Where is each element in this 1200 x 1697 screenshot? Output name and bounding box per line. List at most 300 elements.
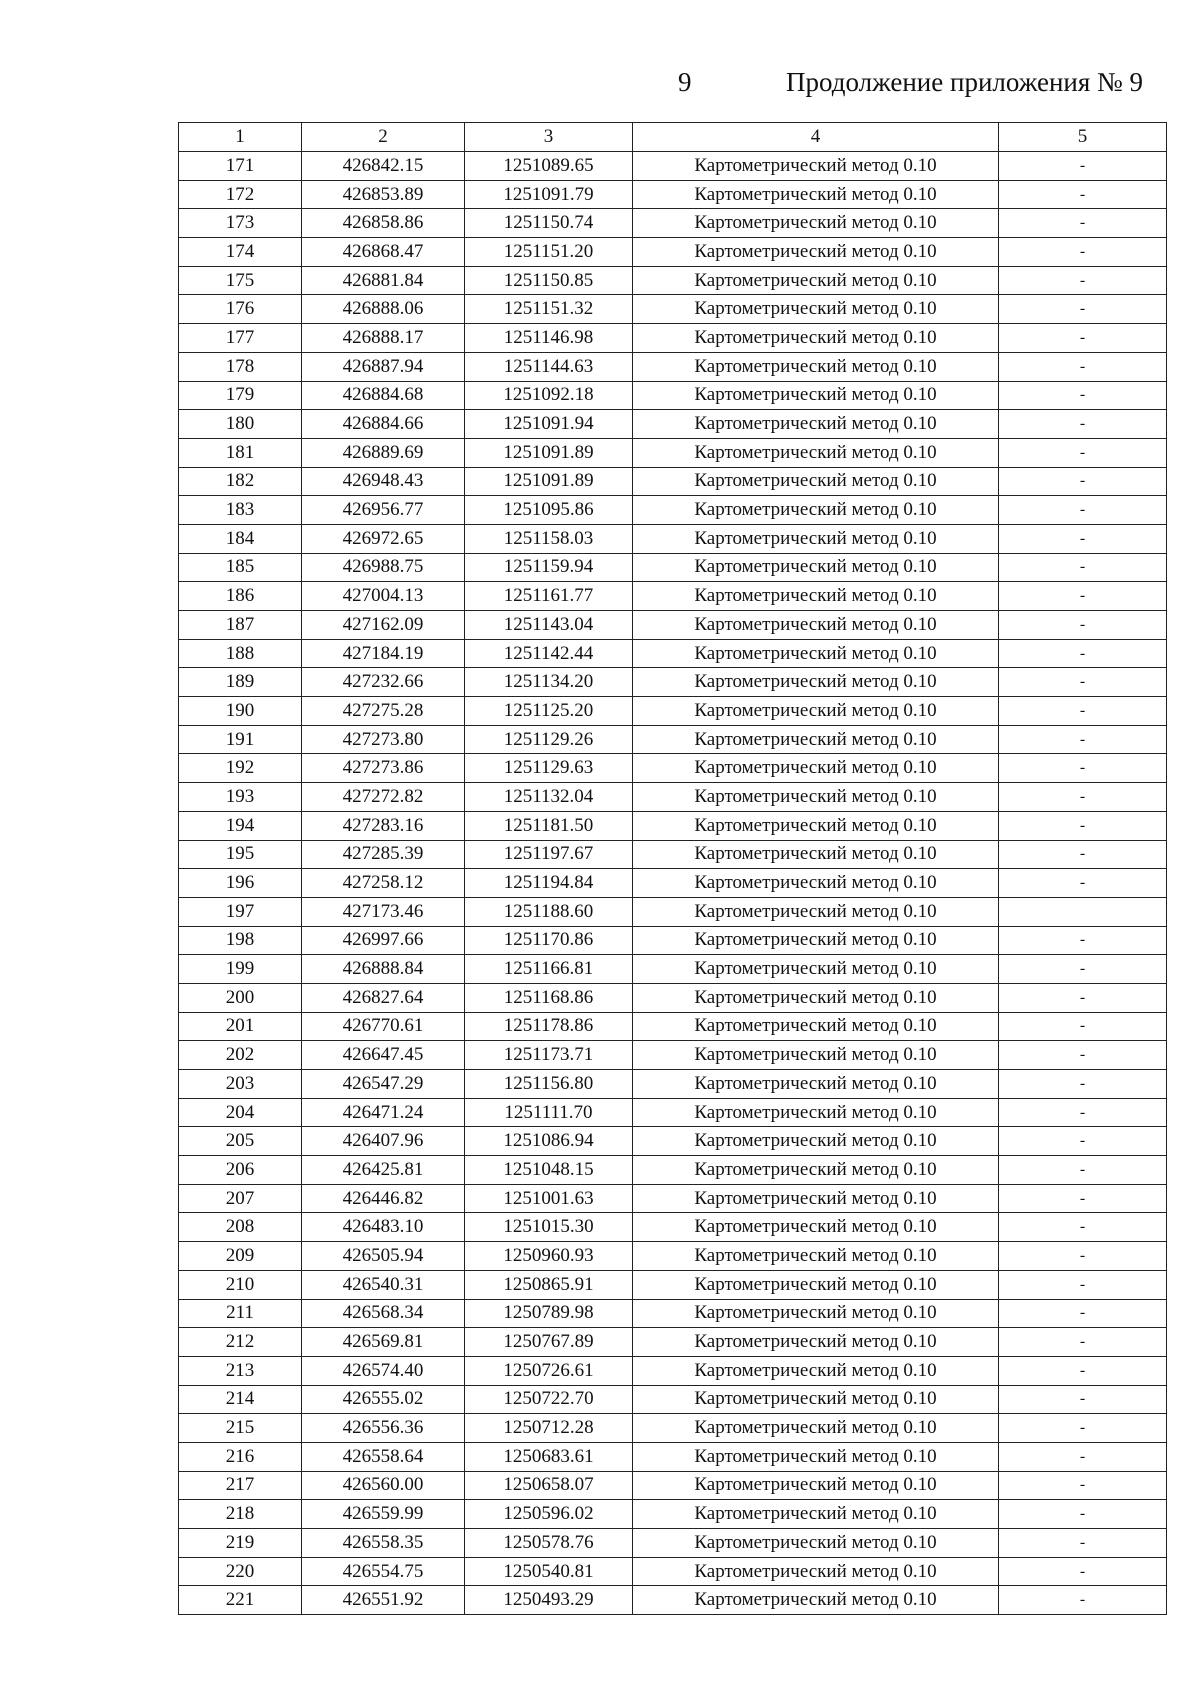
- y-coordinate-cell: 1250493.29: [465, 1586, 633, 1615]
- y-coordinate-cell: 1250712.28: [465, 1414, 633, 1443]
- point-number-cell: 213: [179, 1356, 302, 1385]
- method-cell: Картометрический метод 0.10: [633, 1213, 999, 1242]
- note-cell: -: [999, 1213, 1167, 1242]
- table-row: [179, 496, 1167, 525]
- x-coordinate-cell: 426888.17: [302, 324, 465, 353]
- note-cell: -: [999, 295, 1167, 324]
- note-cell: -: [999, 1184, 1167, 1213]
- table-row: [179, 324, 1167, 353]
- y-coordinate-cell: 1250540.81: [465, 1557, 633, 1586]
- y-coordinate-cell: 1251170.86: [465, 926, 633, 955]
- table-row: [179, 238, 1167, 267]
- note-cell: [999, 897, 1167, 926]
- x-coordinate-cell: 426574.40: [302, 1356, 465, 1385]
- point-number-cell: 174: [179, 238, 302, 267]
- point-number-cell: 191: [179, 725, 302, 754]
- method-cell: Картометрический метод 0.10: [633, 1270, 999, 1299]
- method-cell: Картометрический метод 0.10: [633, 697, 999, 726]
- note-cell: -: [999, 180, 1167, 209]
- x-coordinate-cell: 426647.45: [302, 1041, 465, 1070]
- table-row: [179, 1127, 1167, 1156]
- table-row: [179, 1213, 1167, 1242]
- table-row: [179, 553, 1167, 582]
- note-cell: -: [999, 869, 1167, 898]
- point-number-cell: 203: [179, 1070, 302, 1099]
- y-coordinate-cell: 1251150.74: [465, 209, 633, 238]
- y-coordinate-cell: 1251151.32: [465, 295, 633, 324]
- y-coordinate-cell: 1251178.86: [465, 1012, 633, 1041]
- method-cell: Картометрический метод 0.10: [633, 1156, 999, 1185]
- note-cell: -: [999, 783, 1167, 812]
- note-cell: -: [999, 266, 1167, 295]
- x-coordinate-cell: 427275.28: [302, 697, 465, 726]
- x-coordinate-cell: 426540.31: [302, 1270, 465, 1299]
- y-coordinate-cell: 1251048.15: [465, 1156, 633, 1185]
- note-cell: -: [999, 1012, 1167, 1041]
- point-number-cell: 181: [179, 438, 302, 467]
- method-cell: Картометрический метод 0.10: [633, 926, 999, 955]
- method-cell: Картометрический метод 0.10: [633, 840, 999, 869]
- point-number-cell: 187: [179, 611, 302, 640]
- x-coordinate-cell: 426881.84: [302, 266, 465, 295]
- x-coordinate-cell: 426569.81: [302, 1328, 465, 1357]
- y-coordinate-cell: 1251001.63: [465, 1184, 633, 1213]
- note-cell: -: [999, 955, 1167, 984]
- x-coordinate-cell: 426948.43: [302, 467, 465, 496]
- table-row: [179, 582, 1167, 611]
- y-coordinate-cell: 1251158.03: [465, 524, 633, 553]
- note-cell: -: [999, 467, 1167, 496]
- point-number-cell: 221: [179, 1586, 302, 1615]
- y-coordinate-cell: 1250596.02: [465, 1500, 633, 1529]
- point-number-cell: 208: [179, 1213, 302, 1242]
- x-coordinate-cell: 426827.64: [302, 983, 465, 1012]
- point-number-cell: 172: [179, 180, 302, 209]
- point-number-cell: 210: [179, 1270, 302, 1299]
- note-cell: -: [999, 152, 1167, 181]
- method-cell: Картометрический метод 0.10: [633, 1500, 999, 1529]
- x-coordinate-cell: 427273.80: [302, 725, 465, 754]
- table-row: [179, 1184, 1167, 1213]
- method-cell: Картометрический метод 0.10: [633, 152, 999, 181]
- table-row: [179, 524, 1167, 553]
- point-number-cell: 182: [179, 467, 302, 496]
- table-row: [179, 381, 1167, 410]
- table-row: [179, 180, 1167, 209]
- column-header-2: 2: [302, 123, 465, 152]
- point-number-cell: 180: [179, 410, 302, 439]
- x-coordinate-cell: 426988.75: [302, 553, 465, 582]
- point-number-cell: 220: [179, 1557, 302, 1586]
- table-row: [179, 410, 1167, 439]
- method-cell: Картометрический метод 0.10: [633, 496, 999, 525]
- x-coordinate-cell: 426551.92: [302, 1586, 465, 1615]
- method-cell: Картометрический метод 0.10: [633, 783, 999, 812]
- column-header-3: 3: [465, 123, 633, 152]
- y-coordinate-cell: 1251188.60: [465, 897, 633, 926]
- point-number-cell: 199: [179, 955, 302, 984]
- y-coordinate-cell: 1251091.89: [465, 467, 633, 496]
- y-coordinate-cell: 1250726.61: [465, 1356, 633, 1385]
- method-cell: Картометрический метод 0.10: [633, 1184, 999, 1213]
- x-coordinate-cell: 427004.13: [302, 582, 465, 611]
- x-coordinate-cell: 426555.02: [302, 1385, 465, 1414]
- y-coordinate-cell: 1251111.70: [465, 1098, 633, 1127]
- table-body: [179, 152, 1167, 1615]
- note-cell: -: [999, 438, 1167, 467]
- table-row: [179, 754, 1167, 783]
- y-coordinate-cell: 1251091.89: [465, 438, 633, 467]
- table-row: [179, 611, 1167, 640]
- table-row: [179, 983, 1167, 1012]
- method-cell: Картометрический метод 0.10: [633, 1442, 999, 1471]
- point-number-cell: 202: [179, 1041, 302, 1070]
- x-coordinate-cell: 427273.86: [302, 754, 465, 783]
- y-coordinate-cell: 1251089.65: [465, 152, 633, 181]
- point-number-cell: 201: [179, 1012, 302, 1041]
- appendix-caption: Продолжение приложения № 9: [786, 67, 1144, 97]
- note-cell: -: [999, 811, 1167, 840]
- y-coordinate-cell: 1251129.26: [465, 725, 633, 754]
- table-row: [179, 438, 1167, 467]
- note-cell: -: [999, 381, 1167, 410]
- x-coordinate-cell: 426547.29: [302, 1070, 465, 1099]
- table-row: [179, 1500, 1167, 1529]
- point-number-cell: 200: [179, 983, 302, 1012]
- point-number-cell: 192: [179, 754, 302, 783]
- note-cell: -: [999, 1242, 1167, 1271]
- y-coordinate-cell: 1251129.63: [465, 754, 633, 783]
- method-cell: Картометрический метод 0.10: [633, 1041, 999, 1070]
- note-cell: -: [999, 582, 1167, 611]
- table-row: [179, 209, 1167, 238]
- method-cell: Картометрический метод 0.10: [633, 266, 999, 295]
- y-coordinate-cell: 1251197.67: [465, 840, 633, 869]
- y-coordinate-cell: 1250578.76: [465, 1529, 633, 1558]
- y-coordinate-cell: 1251091.94: [465, 410, 633, 439]
- method-cell: Картометрический метод 0.10: [633, 869, 999, 898]
- x-coordinate-cell: 426425.81: [302, 1156, 465, 1185]
- x-coordinate-cell: 427162.09: [302, 611, 465, 640]
- y-coordinate-cell: 1251092.18: [465, 381, 633, 410]
- note-cell: -: [999, 1529, 1167, 1558]
- point-number-cell: 189: [179, 668, 302, 697]
- table-row: [179, 1356, 1167, 1385]
- note-cell: -: [999, 840, 1167, 869]
- x-coordinate-cell: 426770.61: [302, 1012, 465, 1041]
- point-number-cell: 214: [179, 1385, 302, 1414]
- method-cell: Картометрический метод 0.10: [633, 1127, 999, 1156]
- note-cell: -: [999, 553, 1167, 582]
- point-number-cell: 212: [179, 1328, 302, 1357]
- note-cell: -: [999, 1414, 1167, 1443]
- x-coordinate-cell: 427173.46: [302, 897, 465, 926]
- x-coordinate-cell: 427285.39: [302, 840, 465, 869]
- x-coordinate-cell: 426407.96: [302, 1127, 465, 1156]
- method-cell: Картометрический метод 0.10: [633, 811, 999, 840]
- method-cell: Картометрический метод 0.10: [633, 1385, 999, 1414]
- y-coordinate-cell: 1251159.94: [465, 553, 633, 582]
- x-coordinate-cell: 426560.00: [302, 1471, 465, 1500]
- table-row: [179, 955, 1167, 984]
- table-row: [179, 1586, 1167, 1615]
- y-coordinate-cell: 1251166.81: [465, 955, 633, 984]
- note-cell: -: [999, 1557, 1167, 1586]
- table-row: [179, 1270, 1167, 1299]
- point-number-cell: 175: [179, 266, 302, 295]
- y-coordinate-cell: 1250722.70: [465, 1385, 633, 1414]
- method-cell: Картометрический метод 0.10: [633, 238, 999, 267]
- method-cell: Картометрический метод 0.10: [633, 611, 999, 640]
- x-coordinate-cell: 426842.15: [302, 152, 465, 181]
- y-coordinate-cell: 1251168.86: [465, 983, 633, 1012]
- point-number-cell: 216: [179, 1442, 302, 1471]
- table-row: [179, 1471, 1167, 1500]
- note-cell: -: [999, 697, 1167, 726]
- x-coordinate-cell: 426505.94: [302, 1242, 465, 1271]
- point-number-cell: 215: [179, 1414, 302, 1443]
- table-row: [179, 1299, 1167, 1328]
- x-coordinate-cell: 426471.24: [302, 1098, 465, 1127]
- x-coordinate-cell: 426568.34: [302, 1299, 465, 1328]
- method-cell: Картометрический метод 0.10: [633, 180, 999, 209]
- method-cell: Картометрический метод 0.10: [633, 725, 999, 754]
- point-number-cell: 183: [179, 496, 302, 525]
- y-coordinate-cell: 1251144.63: [465, 352, 633, 381]
- table-header-row: [179, 123, 1167, 152]
- point-number-cell: 204: [179, 1098, 302, 1127]
- column-header-4: 4: [633, 123, 999, 152]
- x-coordinate-cell: 426853.89: [302, 180, 465, 209]
- method-cell: Картометрический метод 0.10: [633, 209, 999, 238]
- method-cell: Картометрический метод 0.10: [633, 467, 999, 496]
- method-cell: Картометрический метод 0.10: [633, 381, 999, 410]
- coordinates-table: [178, 122, 1167, 1615]
- y-coordinate-cell: 1251125.20: [465, 697, 633, 726]
- method-cell: Картометрический метод 0.10: [633, 582, 999, 611]
- x-coordinate-cell: 426887.94: [302, 352, 465, 381]
- y-coordinate-cell: 1250960.93: [465, 1242, 633, 1271]
- y-coordinate-cell: 1251091.79: [465, 180, 633, 209]
- x-coordinate-cell: 426884.68: [302, 381, 465, 410]
- note-cell: -: [999, 754, 1167, 783]
- note-cell: -: [999, 1328, 1167, 1357]
- x-coordinate-cell: 426888.06: [302, 295, 465, 324]
- table-row: [179, 1041, 1167, 1070]
- y-coordinate-cell: 1251134.20: [465, 668, 633, 697]
- method-cell: Картометрический метод 0.10: [633, 955, 999, 984]
- point-number-cell: 186: [179, 582, 302, 611]
- y-coordinate-cell: 1251086.94: [465, 1127, 633, 1156]
- y-coordinate-cell: 1251146.98: [465, 324, 633, 353]
- note-cell: -: [999, 668, 1167, 697]
- method-cell: Картометрический метод 0.10: [633, 754, 999, 783]
- y-coordinate-cell: 1251143.04: [465, 611, 633, 640]
- table-row: [179, 1012, 1167, 1041]
- method-cell: Картометрический метод 0.10: [633, 983, 999, 1012]
- point-number-cell: 195: [179, 840, 302, 869]
- method-cell: Картометрический метод 0.10: [633, 352, 999, 381]
- method-cell: Картометрический метод 0.10: [633, 324, 999, 353]
- x-coordinate-cell: 427258.12: [302, 869, 465, 898]
- point-number-cell: 171: [179, 152, 302, 181]
- point-number-cell: 205: [179, 1127, 302, 1156]
- table-row: [179, 295, 1167, 324]
- method-cell: Картометрический метод 0.10: [633, 1356, 999, 1385]
- x-coordinate-cell: 426554.75: [302, 1557, 465, 1586]
- note-cell: -: [999, 524, 1167, 553]
- table-header: [179, 123, 1167, 152]
- note-cell: -: [999, 1586, 1167, 1615]
- note-cell: -: [999, 611, 1167, 640]
- point-number-cell: 190: [179, 697, 302, 726]
- table-row: [179, 1385, 1167, 1414]
- point-number-cell: 211: [179, 1299, 302, 1328]
- x-coordinate-cell: 426972.65: [302, 524, 465, 553]
- y-coordinate-cell: 1251181.50: [465, 811, 633, 840]
- point-number-cell: 207: [179, 1184, 302, 1213]
- table-row: [179, 697, 1167, 726]
- note-cell: -: [999, 1127, 1167, 1156]
- y-coordinate-cell: 1251194.84: [465, 869, 633, 898]
- method-cell: Картометрический метод 0.10: [633, 524, 999, 553]
- point-number-cell: 176: [179, 295, 302, 324]
- table-row: [179, 668, 1167, 697]
- y-coordinate-cell: 1251151.20: [465, 238, 633, 267]
- point-number-cell: 219: [179, 1529, 302, 1558]
- x-coordinate-cell: 426558.35: [302, 1529, 465, 1558]
- point-number-cell: 178: [179, 352, 302, 381]
- x-coordinate-cell: 426956.77: [302, 496, 465, 525]
- note-cell: -: [999, 1041, 1167, 1070]
- note-cell: -: [999, 1385, 1167, 1414]
- method-cell: Картометрический метод 0.10: [633, 1098, 999, 1127]
- y-coordinate-cell: 1250865.91: [465, 1270, 633, 1299]
- y-coordinate-cell: 1250767.89: [465, 1328, 633, 1357]
- x-coordinate-cell: 427232.66: [302, 668, 465, 697]
- note-cell: -: [999, 725, 1167, 754]
- note-cell: -: [999, 926, 1167, 955]
- method-cell: Картометрический метод 0.10: [633, 295, 999, 324]
- x-coordinate-cell: 426868.47: [302, 238, 465, 267]
- note-cell: -: [999, 410, 1167, 439]
- x-coordinate-cell: 427272.82: [302, 783, 465, 812]
- note-cell: -: [999, 1070, 1167, 1099]
- y-coordinate-cell: 1250683.61: [465, 1442, 633, 1471]
- table-row: [179, 352, 1167, 381]
- table-row: [179, 783, 1167, 812]
- table-row: [179, 639, 1167, 668]
- y-coordinate-cell: 1251132.04: [465, 783, 633, 812]
- y-coordinate-cell: 1250658.07: [465, 1471, 633, 1500]
- y-coordinate-cell: 1251015.30: [465, 1213, 633, 1242]
- table-row: [179, 1414, 1167, 1443]
- note-cell: -: [999, 209, 1167, 238]
- x-coordinate-cell: 426858.86: [302, 209, 465, 238]
- point-number-cell: 194: [179, 811, 302, 840]
- table-row: [179, 1098, 1167, 1127]
- x-coordinate-cell: 426888.84: [302, 955, 465, 984]
- method-cell: Картометрический метод 0.10: [633, 668, 999, 697]
- method-cell: Картометрический метод 0.10: [633, 897, 999, 926]
- note-cell: -: [999, 1500, 1167, 1529]
- table-row: [179, 725, 1167, 754]
- note-cell: -: [999, 1098, 1167, 1127]
- note-cell: -: [999, 1156, 1167, 1185]
- table-row: [179, 152, 1167, 181]
- note-cell: -: [999, 324, 1167, 353]
- table-row: [179, 266, 1167, 295]
- point-number-cell: 209: [179, 1242, 302, 1271]
- point-number-cell: 197: [179, 897, 302, 926]
- note-cell: -: [999, 1270, 1167, 1299]
- method-cell: Картометрический метод 0.10: [633, 1471, 999, 1500]
- column-header-5: 5: [999, 123, 1167, 152]
- page-number: 9: [678, 67, 692, 97]
- table-row: [179, 1328, 1167, 1357]
- table-row: [179, 1557, 1167, 1586]
- point-number-cell: 218: [179, 1500, 302, 1529]
- x-coordinate-cell: 426558.64: [302, 1442, 465, 1471]
- method-cell: Картометрический метод 0.10: [633, 1328, 999, 1357]
- table-row: [179, 926, 1167, 955]
- table-row: [179, 897, 1167, 926]
- point-number-cell: 198: [179, 926, 302, 955]
- point-number-cell: 217: [179, 1471, 302, 1500]
- point-number-cell: 193: [179, 783, 302, 812]
- note-cell: -: [999, 1442, 1167, 1471]
- method-cell: Картометрический метод 0.10: [633, 1586, 999, 1615]
- table-row: [179, 467, 1167, 496]
- table-row: [179, 1442, 1167, 1471]
- x-coordinate-cell: 426997.66: [302, 926, 465, 955]
- method-cell: Картометрический метод 0.10: [633, 1070, 999, 1099]
- point-number-cell: 196: [179, 869, 302, 898]
- table-row: [179, 869, 1167, 898]
- table-row: [179, 1529, 1167, 1558]
- note-cell: -: [999, 1299, 1167, 1328]
- point-number-cell: 173: [179, 209, 302, 238]
- method-cell: Картометрический метод 0.10: [633, 438, 999, 467]
- y-coordinate-cell: 1251142.44: [465, 639, 633, 668]
- note-cell: -: [999, 1471, 1167, 1500]
- y-coordinate-cell: 1251173.71: [465, 1041, 633, 1070]
- x-coordinate-cell: 426559.99: [302, 1500, 465, 1529]
- table-row: [179, 1242, 1167, 1271]
- y-coordinate-cell: 1251156.80: [465, 1070, 633, 1099]
- y-coordinate-cell: 1251161.77: [465, 582, 633, 611]
- y-coordinate-cell: 1251150.85: [465, 266, 633, 295]
- x-coordinate-cell: 426446.82: [302, 1184, 465, 1213]
- note-cell: -: [999, 1356, 1167, 1385]
- point-number-cell: 184: [179, 524, 302, 553]
- y-coordinate-cell: 1251095.86: [465, 496, 633, 525]
- column-header-1: 1: [179, 123, 302, 152]
- x-coordinate-cell: 426483.10: [302, 1213, 465, 1242]
- table-row: [179, 811, 1167, 840]
- note-cell: -: [999, 352, 1167, 381]
- point-number-cell: 179: [179, 381, 302, 410]
- method-cell: Картометрический метод 0.10: [633, 1242, 999, 1271]
- point-number-cell: 206: [179, 1156, 302, 1185]
- method-cell: Картометрический метод 0.10: [633, 1529, 999, 1558]
- method-cell: Картометрический метод 0.10: [633, 553, 999, 582]
- x-coordinate-cell: 427184.19: [302, 639, 465, 668]
- method-cell: Картометрический метод 0.10: [633, 410, 999, 439]
- method-cell: Картометрический метод 0.10: [633, 1557, 999, 1586]
- method-cell: Картометрический метод 0.10: [633, 639, 999, 668]
- note-cell: -: [999, 983, 1167, 1012]
